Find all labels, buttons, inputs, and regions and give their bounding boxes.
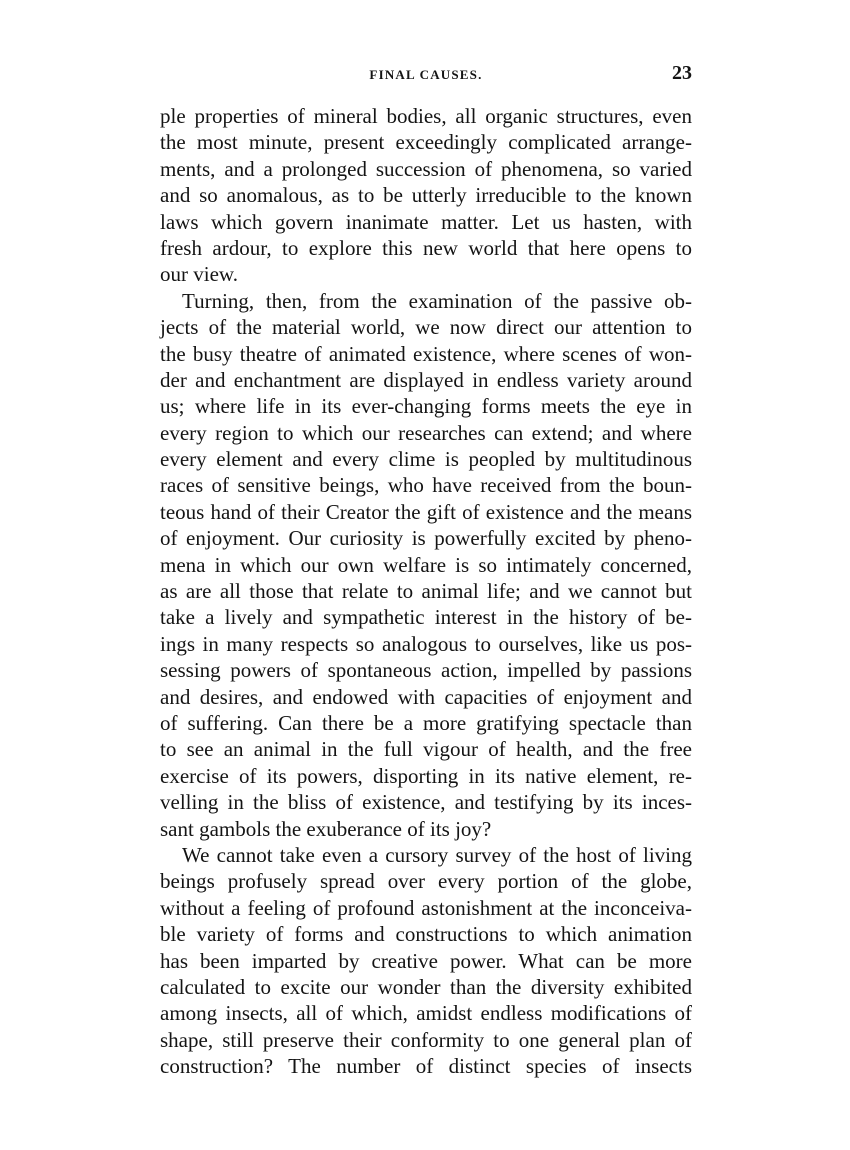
text-line: our view. xyxy=(160,262,238,287)
text-line: the busy theatre of animated existence, where scenes of won- xyxy=(160,341,692,366)
text-line: us; where life in its ever-changing forms meets the eye in xyxy=(160,394,692,419)
text-line: ings in many respects so analogous to ourselves, like us pos- xyxy=(160,631,692,656)
text-line: ments, and a prolonged succession of phenomena, so varied xyxy=(160,156,692,181)
text-line: laws which govern inanimate matter. Let us hasten, with xyxy=(160,209,692,234)
text-line: take a lively and sympathetic interest in the history of be- xyxy=(160,605,692,630)
text-line: fresh ardour, to explore this new world that here opens to xyxy=(160,235,692,260)
text-line: sessing powers of spontaneous action, impelled by passions xyxy=(160,658,692,683)
text-line: of enjoyment. Our curiosity is powerfully excited by pheno- xyxy=(160,526,692,551)
text-line: der and enchantment are displayed in endless variety around xyxy=(160,367,692,392)
text-line: jects of the material world, we now direct our attention to xyxy=(160,315,692,340)
text-line: construction? The number of distinct species of insects xyxy=(160,1054,692,1079)
text-line: We cannot take even a cursory survey of the host of living xyxy=(182,842,692,867)
text-line: races of sensitive beings, who have received from the boun- xyxy=(160,473,692,498)
text-line: the most minute, present exceedingly complicated arrange- xyxy=(160,130,692,155)
text-line: ble variety of forms and constructions to which animation xyxy=(160,922,692,947)
text-line: sant gambols the exuberance of its joy? xyxy=(160,816,492,841)
text-line: calculated to excite our wonder than the diversity exhibited xyxy=(160,974,692,999)
page-number: 23 xyxy=(672,62,692,84)
text-line: and so anomalous, as to be utterly irreducible to the known xyxy=(160,183,692,208)
text-line: has been imparted by creative power. What can be more xyxy=(160,948,692,973)
text-line: to see an animal in the full vigour of health, and the free xyxy=(160,737,692,762)
text-line: of suffering. Can there be a more gratifying spectacle than xyxy=(160,710,692,735)
text-line: every element and every clime is peopled by multitudinous xyxy=(160,447,692,472)
text-line: without a feeling of profound astonishment at the inconceiva- xyxy=(160,895,692,920)
text-line: Turning, then, from the examination of the passive ob- xyxy=(182,288,692,313)
paragraph-3 xyxy=(160,842,692,1080)
text-line: velling in the bliss of existence, and testifying by its inces- xyxy=(160,790,692,815)
text-line: mena in which our own welfare is so intimately concerned, xyxy=(160,552,692,577)
text-line: shape, still preserve their conformity to one general plan of xyxy=(160,1027,692,1052)
text-line: beings profusely spread over every portion of the globe, xyxy=(160,869,692,894)
text-line: exercise of its powers, disporting in its native element, re- xyxy=(160,763,692,788)
text-line: among insects, all of which, amidst endless modifications of xyxy=(160,1001,692,1026)
running-head xyxy=(160,62,692,92)
paragraph-1 xyxy=(160,103,692,288)
text-line: as are all those that relate to animal life; and we cannot but xyxy=(160,579,692,604)
paragraph-2 xyxy=(160,288,692,842)
text-line: and desires, and endowed with capacities of enjoyment and xyxy=(160,684,692,709)
text-line: every region to which our researches can extend; and where xyxy=(160,420,692,445)
running-title: FINAL CAUSES. xyxy=(369,67,483,82)
body-text xyxy=(160,103,692,1079)
text-line: ple properties of mineral bodies, all organic structures, even xyxy=(160,104,692,128)
text-line: teous hand of their Creator the gift of existence and the means xyxy=(160,499,692,524)
